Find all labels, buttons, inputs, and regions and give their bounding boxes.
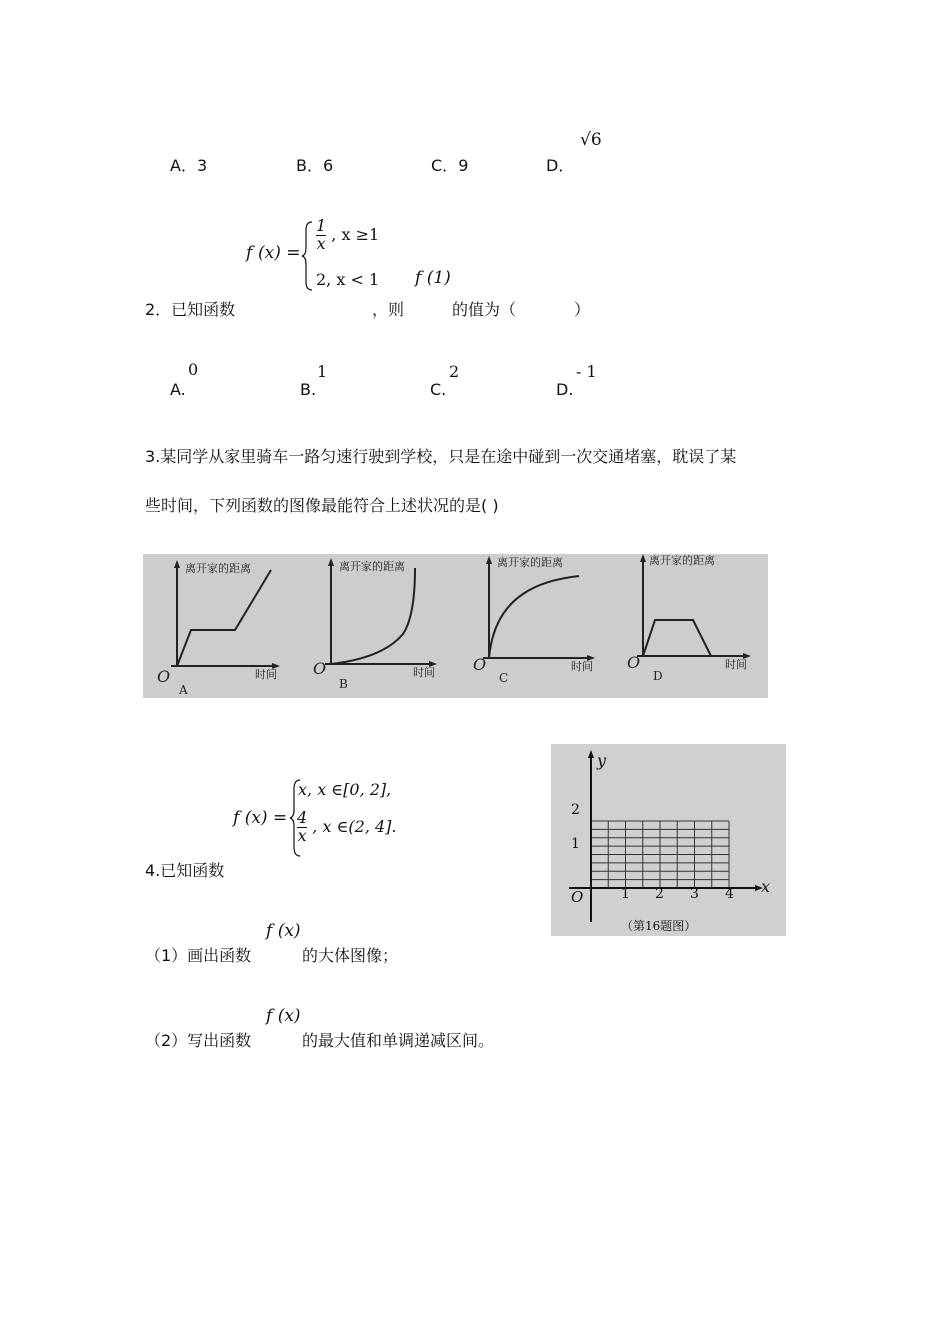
- q3-line2: 些时间，下列函数的图像最能符合上述状况的是( ): [145, 496, 499, 515]
- q2-lhs: (x) =: [258, 243, 301, 263]
- graph-d-label: D: [653, 669, 663, 683]
- grid-xtick-2: 2: [655, 886, 664, 902]
- graph-c-xlabel: 时间: [571, 660, 593, 673]
- grid-ytick-1: 1: [571, 836, 580, 852]
- q2-piece2: 2, x < 1: [316, 270, 380, 289]
- q4-grid-image: [551, 744, 786, 936]
- q4-function-formula: [233, 776, 433, 860]
- q3-line1: 3.某同学从家里骑车一路匀速行驶到学校，只是在途中碰到一次交通堵塞，耽误了某: [145, 447, 737, 466]
- grid-caption: （第16题图）: [621, 919, 697, 933]
- q2-brace: [301, 220, 315, 292]
- graph-a-origin: O: [157, 667, 171, 686]
- graph-b-label: B: [339, 677, 348, 691]
- q4-part2-tail: 的最大值和单调递减区间。: [302, 1031, 495, 1050]
- graph-c-ylabel: 离开家的距离: [497, 556, 563, 569]
- grid-xlabel: x: [761, 877, 771, 896]
- grid-xtick-1: 1: [621, 886, 630, 902]
- q1-option-a: A．3: [170, 156, 208, 175]
- graph-b-xlabel: 时间: [413, 666, 435, 679]
- q2-option-d-value: - 1: [576, 362, 597, 381]
- grid-origin: O: [571, 888, 584, 906]
- q2-close: ）: [574, 300, 591, 319]
- q4-part2-fx: f (x): [266, 1006, 301, 1026]
- q4-part1: （1）画出函数: [145, 946, 252, 965]
- graph-a-xlabel: 时间: [255, 668, 277, 681]
- q1-option-d-letter: D．: [546, 156, 575, 175]
- grid-ylabel: y: [597, 751, 607, 770]
- q2-option-c-value: 2: [449, 362, 460, 381]
- q4-piece2-den: x: [297, 825, 307, 845]
- graph-d-ylabel: 离开家的距离: [649, 554, 715, 567]
- q1-option-d-value: √6: [580, 130, 602, 150]
- q2-option-b-value: 1: [317, 362, 328, 381]
- q2-piece1: [316, 218, 379, 253]
- graph-c-origin: O: [473, 655, 487, 674]
- q2-f: f: [246, 243, 253, 263]
- graph-a-label: A: [179, 683, 188, 697]
- q4-piece1: x, x ∈[0, 2],: [298, 780, 392, 799]
- q4-piece2: [297, 810, 397, 845]
- q2-f1: f (1): [415, 268, 451, 288]
- q1-option-b: B．6: [296, 156, 334, 175]
- q2-option-a-letter: A.: [170, 380, 186, 399]
- graph-d-xlabel: 时间: [725, 658, 747, 671]
- q2-option-b-letter: B.: [300, 380, 317, 399]
- q1-option-c: C．9: [431, 156, 469, 175]
- grid-xtick-4: 4: [725, 886, 734, 902]
- graph-b-origin: O: [313, 659, 327, 678]
- q2-piece1-num: 1: [316, 216, 327, 235]
- graph-a-ylabel: 离开家的距离: [185, 562, 251, 575]
- q2-value-of: 的值为（: [452, 300, 517, 319]
- q4-piece2-num: 4: [297, 808, 308, 827]
- graph-d-origin: O: [627, 653, 641, 672]
- q4-part1-fx: f (x): [266, 921, 301, 941]
- q2-piece1-den: x: [316, 233, 326, 253]
- graph-b-ylabel: 离开家的距离: [339, 560, 405, 573]
- q2-piece1-cond: , x ≥1: [331, 224, 380, 244]
- q2-option-c-letter: C.: [430, 380, 447, 399]
- q2-option-a-value: 0: [188, 360, 199, 379]
- q2-prefix: 2．已知函数: [145, 300, 236, 319]
- q3-graphs-image: [143, 554, 768, 698]
- q2-then: ，则: [372, 300, 405, 319]
- q2-option-d-letter: D.: [556, 380, 574, 399]
- grid-ytick-2: 2: [571, 802, 580, 818]
- q2-function-formula: [246, 218, 426, 296]
- q4-prefix: 4.已知函数: [145, 861, 225, 880]
- q4-part2: （2）写出函数: [145, 1031, 252, 1050]
- q4-lhs: f (x) =: [233, 808, 288, 828]
- grid-xtick-3: 3: [690, 886, 699, 902]
- q4-piece2-cond: , x ∈(2, 4].: [312, 816, 397, 836]
- q4-part1-tail: 的大体图像；: [302, 946, 399, 965]
- graph-c-label: C: [499, 671, 509, 685]
